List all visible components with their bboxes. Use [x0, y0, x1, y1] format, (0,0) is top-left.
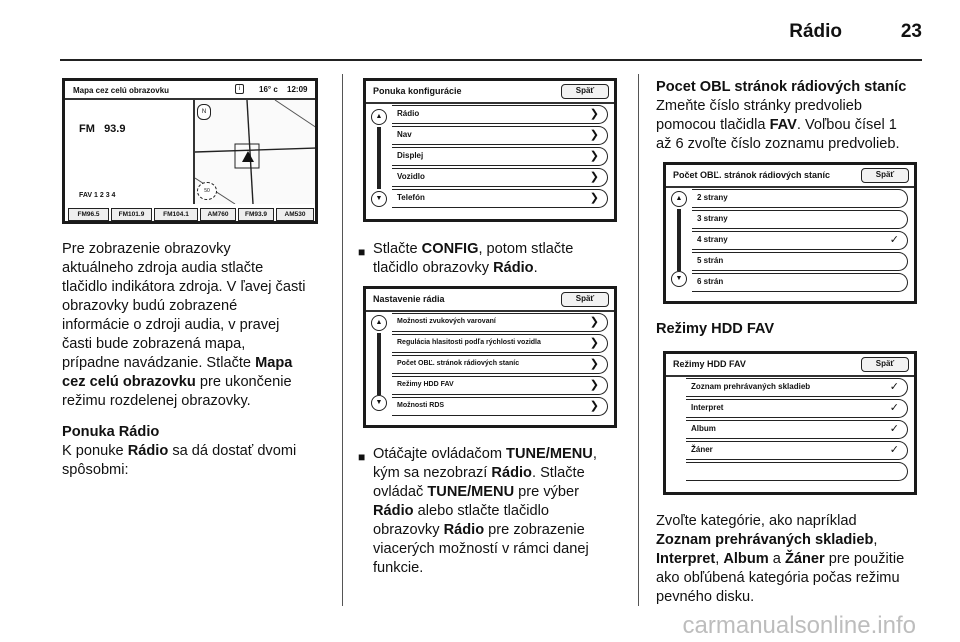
- text-line: tlačidlo indikátora zdroja. V ľavej časti: [62, 279, 306, 295]
- fav-pages-screen: [663, 162, 917, 304]
- page-number: 23: [900, 21, 922, 42]
- text-line: ako obľúbená kategória počas režimu: [656, 570, 900, 586]
- hdd-fav-screen: [663, 351, 917, 495]
- menu-item-sound-warnings[interactable]: Možnosti zvukových varovaní ❯: [392, 313, 608, 332]
- option-5-pages[interactable]: 5 strán: [692, 252, 908, 271]
- option-4-pages[interactable]: 4 strany ✓: [692, 231, 908, 250]
- preset-button-1[interactable]: FM96.5: [68, 208, 109, 221]
- screen-title: Režimy HDD FAV: [673, 359, 746, 369]
- back-button[interactable]: Späť: [561, 292, 609, 307]
- back-button[interactable]: Späť: [861, 168, 909, 183]
- scroll-up-icon[interactable]: ▲: [671, 191, 687, 207]
- chevron-right-icon: ❯: [589, 129, 599, 141]
- menu-item-radio[interactable]: Rádio ❯: [392, 105, 608, 124]
- option-album[interactable]: Album ✓: [686, 420, 908, 439]
- scroll-up-icon[interactable]: ▲: [371, 109, 387, 125]
- title-bar: [666, 186, 914, 188]
- section-heading-hdd-fav: Režimy HDD FAV: [656, 321, 775, 337]
- title-bar: [666, 375, 914, 377]
- text-line: Rádio alebo stlačte tlačidlo: [373, 503, 550, 519]
- station-display: [79, 123, 125, 135]
- band-label: FM: [79, 123, 95, 135]
- back-button[interactable]: Späť: [861, 357, 909, 372]
- map-panel[interactable]: [193, 100, 315, 204]
- chevron-right-icon: ❯: [589, 192, 599, 204]
- scroll-down-icon[interactable]: ▼: [371, 395, 387, 411]
- nav-screen-title: Mapa cez celú obrazovku: [73, 86, 170, 95]
- option-playlist[interactable]: Zoznam prehrávaných skladieb ✓: [686, 378, 908, 397]
- screen-title: Ponuka konfigurácie: [373, 86, 462, 96]
- text-line: K ponuke Rádio sa dá dostať dvomi: [62, 443, 297, 459]
- empty-row: [686, 462, 908, 481]
- text-line: Zmeňte číslo stránky predvolieb: [656, 98, 863, 114]
- bullet: ■: [358, 245, 366, 259]
- header-rule: [60, 59, 922, 61]
- menu-item-speed-volume[interactable]: Regulácia hlasitosti podľa rýchlosti vozidla ❯: [392, 334, 608, 353]
- text-line: funkcie.: [373, 560, 424, 576]
- preset-button-5[interactable]: FM93.9: [238, 208, 274, 221]
- checkmark-icon: ✓: [889, 423, 899, 435]
- text-line: Otáčajte ovládačom TUNE/MENU,: [373, 446, 597, 462]
- menu-item-phone[interactable]: Telefón ❯: [392, 189, 608, 208]
- option-genre[interactable]: Žáner ✓: [686, 441, 908, 460]
- checkmark-icon: ✓: [889, 381, 899, 393]
- chevron-right-icon: ❯: [589, 108, 599, 120]
- menu-item-fav-pages[interactable]: Počet OBĽ. stránok rádiových staníc ❯: [392, 355, 608, 374]
- menu-item-hdd-fav[interactable]: Režimy HDD FAV ❯: [392, 376, 608, 395]
- vehicle-position-icon: [242, 151, 254, 162]
- checkmark-icon: ✓: [889, 444, 899, 456]
- radio-settings-screen: [363, 286, 617, 428]
- column-divider-2: [638, 74, 639, 606]
- text-line: Interpret, Album a Žáner pre použitie: [656, 551, 905, 567]
- compass-icon[interactable]: N: [197, 104, 211, 120]
- watermark: carmanualsonline.info: [682, 612, 916, 639]
- frequency-label: 93.9: [104, 123, 126, 135]
- menu-item-nav[interactable]: Nav ❯: [392, 126, 608, 145]
- text-line: kým sa nezobrazí Rádio. Stlačte: [373, 465, 585, 481]
- scroll-down-icon[interactable]: ▼: [371, 191, 387, 207]
- text-line: obrazovky Rádio pre zobrazenie: [373, 522, 585, 538]
- map-scale-icon[interactable]: 50: [197, 182, 217, 200]
- menu-item-rds[interactable]: Možnosti RDS ❯: [392, 397, 608, 416]
- text-line: aktuálneho zdroja audia stlačte: [62, 260, 264, 276]
- text-line: pevného disku.: [656, 589, 755, 605]
- chevron-right-icon: ❯: [589, 150, 599, 162]
- text-line: ovládač TUNE/MENU pre výber: [373, 484, 580, 500]
- chevron-right-icon: ❯: [589, 400, 599, 412]
- back-button[interactable]: Späť: [561, 84, 609, 99]
- config-menu-screen: [363, 78, 617, 222]
- text-line: cez celú obrazovku pre ukončenie: [62, 374, 292, 390]
- chevron-right-icon: ❯: [589, 316, 599, 328]
- chevron-right-icon: ❯: [589, 337, 599, 349]
- option-2-pages[interactable]: 2 strany: [692, 189, 908, 208]
- text-line: tlačidlo obrazovky Rádio.: [373, 260, 538, 276]
- text-line: Zoznam prehrávaných skladieb,: [656, 532, 878, 548]
- screen-title: Počet OBĽ. stránok rádiových staníc: [673, 170, 831, 180]
- scroll-up-icon[interactable]: ▲: [371, 315, 387, 331]
- text-line: Pre zobrazenie obrazovky: [62, 241, 231, 257]
- preset-button-6[interactable]: AM530: [276, 208, 314, 221]
- menu-item-vehicle[interactable]: Vozidlo ❯: [392, 168, 608, 187]
- text-line: Zvoľte kategórie, ako napríklad: [656, 513, 857, 529]
- preset-button-4[interactable]: AM760: [200, 208, 236, 221]
- section-heading-radio-menu: Ponuka Rádio: [62, 424, 160, 440]
- text-line: až 6 zvoľte číslo zoznamu predvolieb.: [656, 136, 900, 152]
- column-divider-1: [342, 74, 343, 606]
- scroll-track[interactable]: [377, 333, 381, 395]
- bullet: ■: [358, 450, 366, 464]
- text-line: informácie o zdroji audia, v pravej: [62, 317, 280, 333]
- text-line: Stlačte CONFIG, potom stlačte: [373, 241, 574, 257]
- page-title: Rádio: [789, 21, 842, 42]
- scroll-down-icon[interactable]: ▼: [671, 271, 687, 287]
- nav-split-screen: [62, 78, 318, 224]
- screen-title: Nastavenie rádia: [373, 294, 445, 304]
- text-line: režimu rozdelenej obrazovky.: [62, 393, 251, 409]
- text-line: prípadne navádzanie. Stlačte Mapa: [62, 355, 293, 371]
- preset-button-2[interactable]: FM101.9: [111, 208, 152, 221]
- page-header: [0, 0, 960, 60]
- option-artist[interactable]: Interpret ✓: [686, 399, 908, 418]
- chevron-right-icon: ❯: [589, 171, 599, 183]
- text-line: pomocou tlačidla FAV. Voľbou čísel 1: [656, 117, 897, 133]
- scroll-track[interactable]: [377, 127, 381, 189]
- text-line: obrazovky budú zobrazené: [62, 298, 238, 314]
- menu-item-display[interactable]: Displej ❯: [392, 147, 608, 166]
- text-line: časti bude zobrazená mapa,: [62, 336, 246, 352]
- info-icon: i: [235, 84, 244, 94]
- chevron-right-icon: ❯: [589, 358, 599, 370]
- option-3-pages[interactable]: 3 strany: [692, 210, 908, 229]
- temperature: 16° c: [259, 85, 278, 94]
- title-bar: [366, 102, 614, 104]
- chevron-right-icon: ❯: [589, 379, 599, 391]
- preset-button-3[interactable]: FM104.1: [154, 208, 198, 221]
- checkmark-icon: ✓: [889, 234, 899, 246]
- text-line: viacerých možností v rámci danej: [373, 541, 589, 557]
- option-6-pages[interactable]: 6 strán: [692, 273, 908, 292]
- title-bar: [366, 310, 614, 312]
- section-heading-fav-pages: Pocet OBL stránok rádiových staníc: [656, 79, 907, 95]
- scroll-track[interactable]: [677, 209, 681, 271]
- checkmark-icon: ✓: [889, 402, 899, 414]
- clock: 12:09: [287, 85, 308, 94]
- text-line: spôsobmi:: [62, 462, 129, 478]
- fav-pages: FAV 1 2 3 4: [79, 192, 116, 199]
